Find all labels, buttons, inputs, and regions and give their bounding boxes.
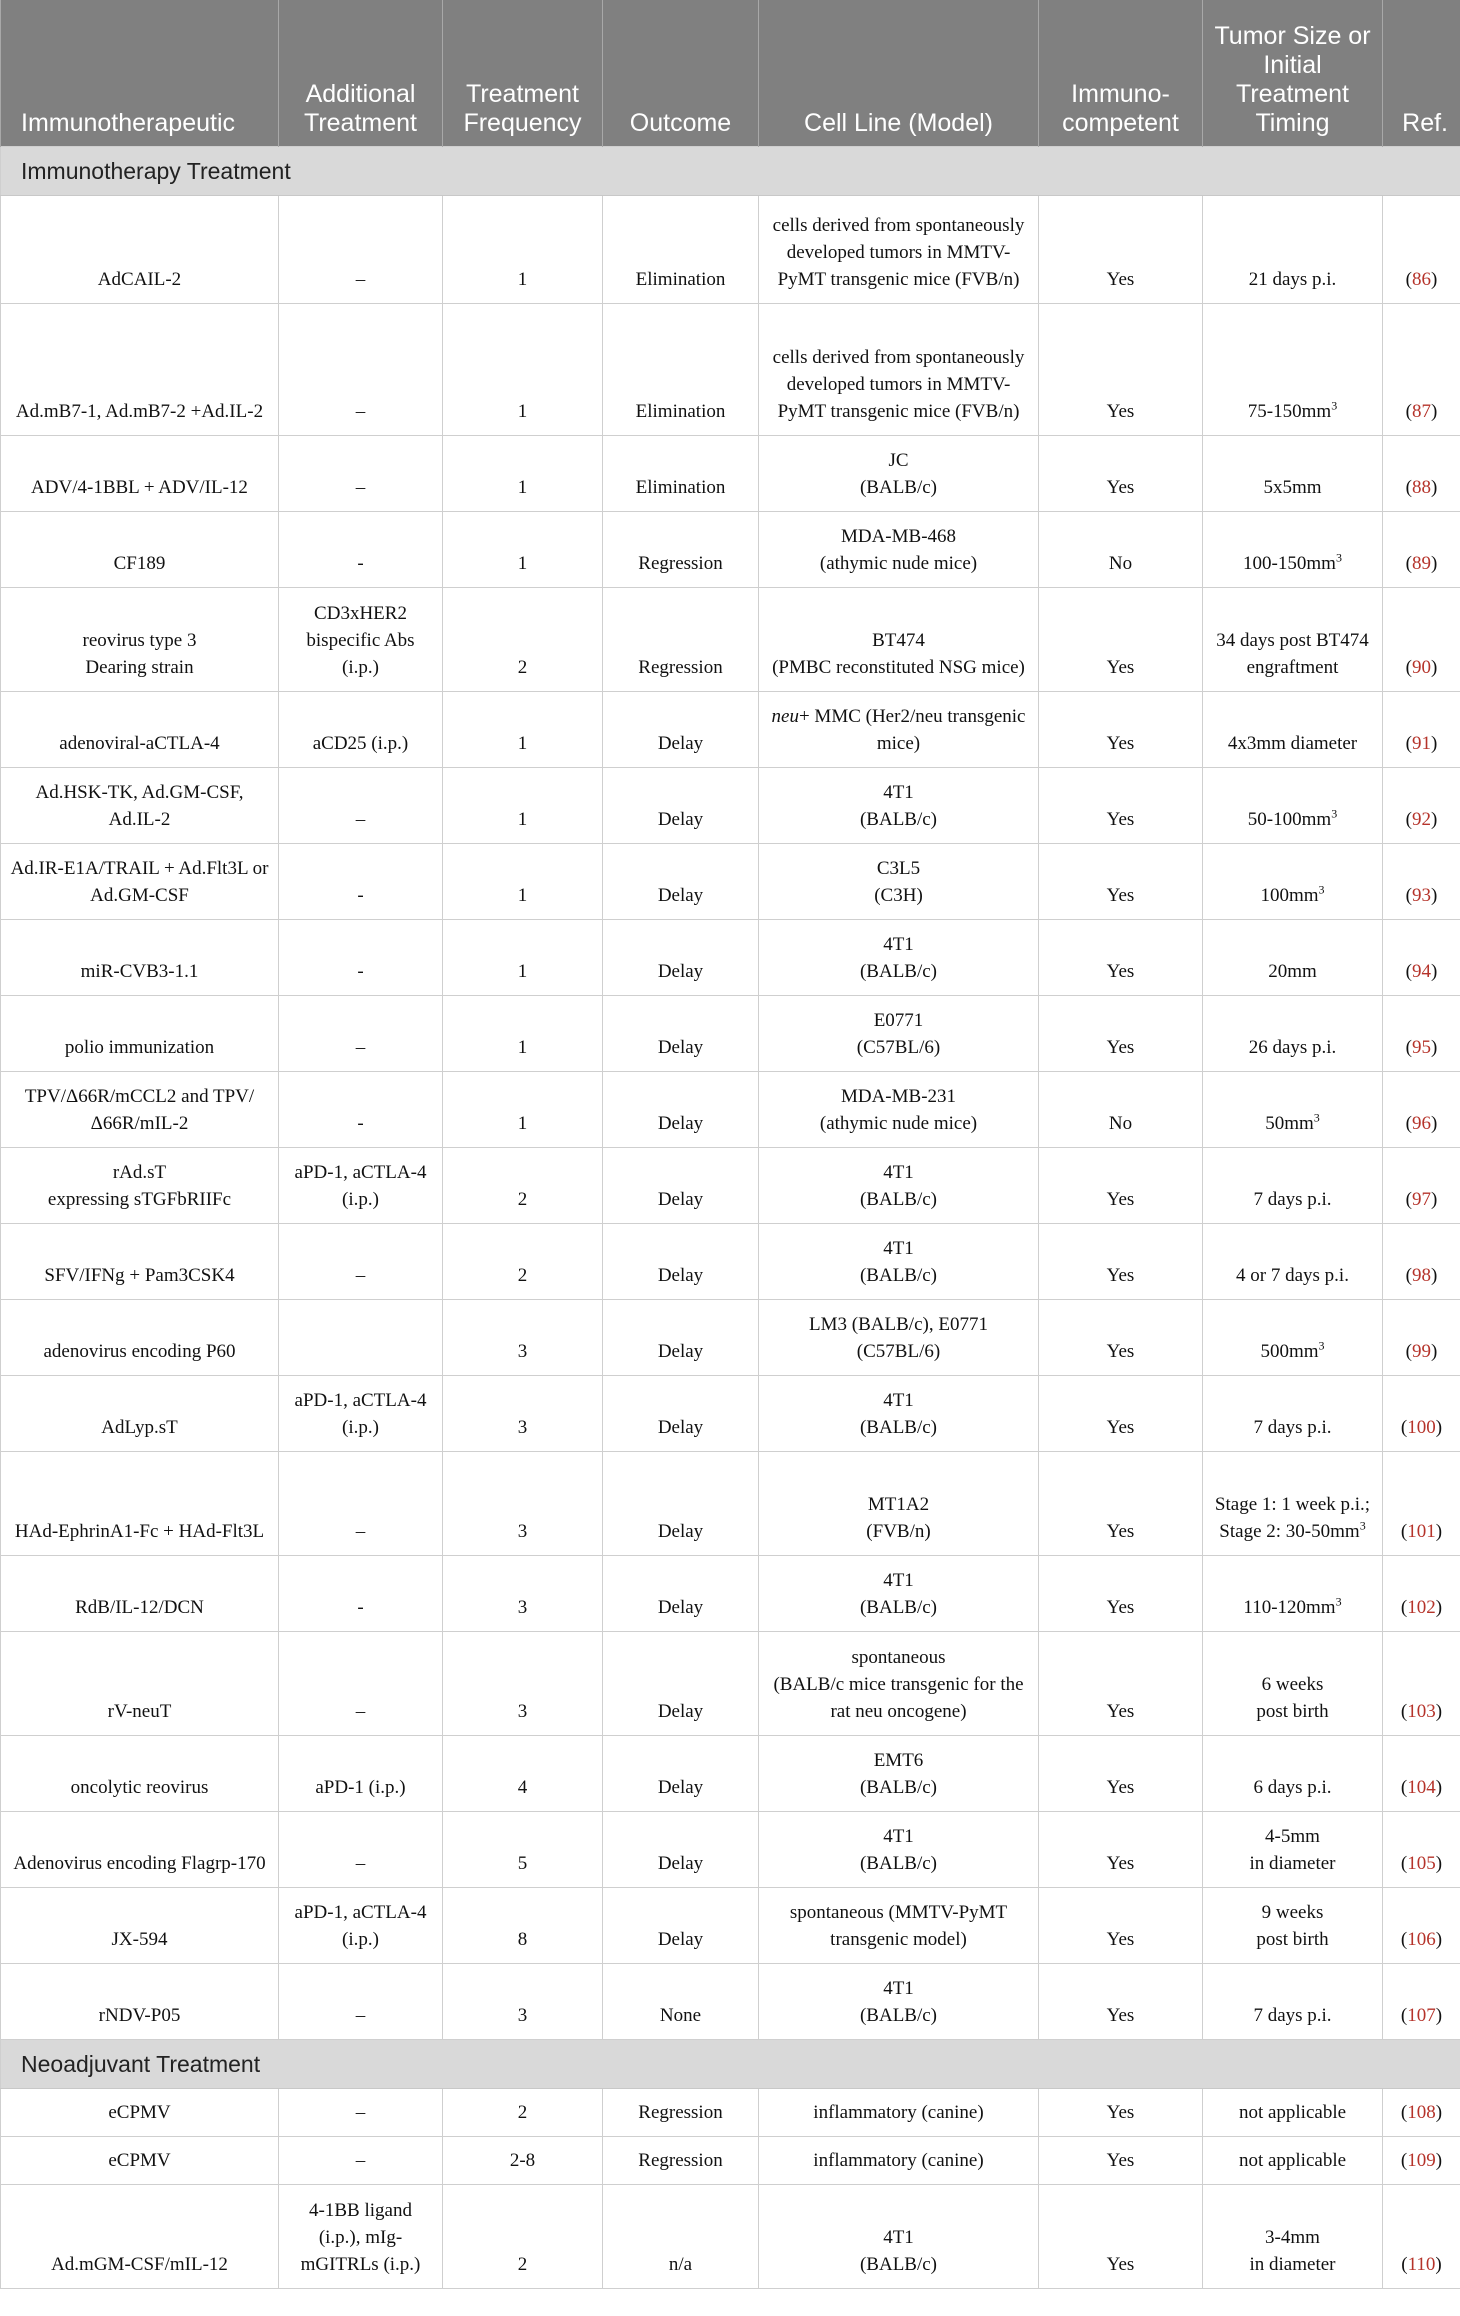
cell-outcome: Regression <box>603 512 759 588</box>
cell-immunocompetent: Yes <box>1039 588 1203 692</box>
cell-immunocompetent: Yes <box>1039 1452 1203 1556</box>
cell-ref: (104) <box>1383 1736 1460 1812</box>
cell-outcome: Delay <box>603 1888 759 1964</box>
cell-immunocompetent: Yes <box>1039 768 1203 844</box>
cell-immunotherapeutic: adenoviral-aCTLA-4 <box>1 692 279 768</box>
cell-tumor-size: 7 days p.i. <box>1203 1376 1383 1452</box>
cell-outcome: Elimination <box>603 196 759 304</box>
cell-immunocompetent: No <box>1039 1072 1203 1148</box>
cell-additional-treatment: – <box>279 2137 443 2185</box>
cell-additional-treatment: 4-1BB ligand (i.p.), mIg-mGITRLs (i.p.) <box>279 2185 443 2289</box>
table-body <box>1 147 1460 2289</box>
cell-outcome: n/a <box>603 2185 759 2289</box>
cell-cell-line: LM3 (BALB/c), E0771 (C57BL/6) <box>759 1300 1039 1376</box>
cell-treatment-frequency: 4 <box>443 1736 603 1812</box>
table-row <box>1 1556 1460 1632</box>
table-row <box>1 1300 1460 1376</box>
cell-ref: (90) <box>1383 588 1460 692</box>
table-row <box>1 2137 1460 2185</box>
cell-immunocompetent: Yes <box>1039 996 1203 1072</box>
cell-outcome: Delay <box>603 1300 759 1376</box>
cell-treatment-frequency: 1 <box>443 1072 603 1148</box>
cell-ref: (102) <box>1383 1556 1460 1632</box>
cell-immunocompetent: Yes <box>1039 1300 1203 1376</box>
cell-cell-line: spontaneous (BALB/c mice transgenic for the rat neu oncogene) <box>759 1632 1039 1736</box>
cell-outcome: Delay <box>603 1452 759 1556</box>
table-row <box>1 1224 1460 1300</box>
cell-immunotherapeutic: CF189 <box>1 512 279 588</box>
table-row <box>1 1072 1460 1148</box>
cell-additional-treatment: – <box>279 996 443 1072</box>
cell-additional-treatment: - <box>279 844 443 920</box>
cell-immunotherapeutic: eCPMV <box>1 2089 279 2137</box>
cell-ref: (98) <box>1383 1224 1460 1300</box>
cell-additional-treatment: - <box>279 1072 443 1148</box>
table-row <box>1 1376 1460 1452</box>
cell-immunotherapeutic: Ad.mGM-CSF/mIL-12 <box>1 2185 279 2289</box>
cell-immunocompetent: Yes <box>1039 1888 1203 1964</box>
cell-ref: (87) <box>1383 304 1460 436</box>
cell-outcome: Elimination <box>603 436 759 512</box>
cell-ref: (105) <box>1383 1812 1460 1888</box>
cell-immunotherapeutic: polio immunization <box>1 996 279 1072</box>
cell-tumor-size: $110-120mm^3$ <box>1203 1556 1383 1632</box>
table-row <box>1 1632 1460 1736</box>
cell-ref: (101) <box>1383 1452 1460 1556</box>
cell-outcome: Delay <box>603 844 759 920</box>
cell-outcome: Elimination <box>603 304 759 436</box>
cell-immunocompetent: Yes <box>1039 436 1203 512</box>
cell-cell-line: cells derived from spontaneously developed tumors in MMTV-PyMT transgenic mice (FVB/n) <box>759 304 1039 436</box>
section-title: Neoadjuvant Treatment <box>1 2040 1460 2089</box>
table-row <box>1 768 1460 844</box>
cell-outcome: Delay <box>603 768 759 844</box>
cell-outcome: Regression <box>603 588 759 692</box>
cell-tumor-size: not applicable <box>1203 2089 1383 2137</box>
cell-additional-treatment: – <box>279 768 443 844</box>
cell-additional-treatment: – <box>279 1224 443 1300</box>
table-row <box>1 1964 1460 2040</box>
cell-immunotherapeutic: eCPMV <box>1 2137 279 2185</box>
header-outcome: Outcome <box>603 0 759 147</box>
cell-additional-treatment: - <box>279 920 443 996</box>
cell-outcome: None <box>603 1964 759 2040</box>
cell-additional-treatment: – <box>279 1812 443 1888</box>
cell-immunocompetent: No <box>1039 512 1203 588</box>
cell-tumor-size: $75-150mm^3$ <box>1203 304 1383 436</box>
cell-tumor-size: $100mm^3$ <box>1203 844 1383 920</box>
header-additional-treatment: Additional Treatment <box>279 0 443 147</box>
cell-cell-line: MT1A2 (FVB/n) <box>759 1452 1039 1556</box>
cell-cell-line: inflammatory (canine) <box>759 2137 1039 2185</box>
cell-cell-line: BT474 (PMBC reconstituted NSG mice) <box>759 588 1039 692</box>
cell-ref: (99) <box>1383 1300 1460 1376</box>
cell-immunotherapeutic: rAd.sT expressing sTGFbRIIFc <box>1 1148 279 1224</box>
cell-ref: (86) <box>1383 196 1460 304</box>
cell-immunocompetent: Yes <box>1039 1632 1203 1736</box>
cell-additional-treatment: - <box>279 512 443 588</box>
table-row <box>1 1452 1460 1556</box>
cell-immunocompetent: Yes <box>1039 2185 1203 2289</box>
cell-tumor-size: 20mm <box>1203 920 1383 996</box>
cell-treatment-frequency: 3 <box>443 1452 603 1556</box>
cell-outcome: Delay <box>603 1556 759 1632</box>
cell-immunotherapeutic: Ad.mB7-1, Ad.mB7-2 +Ad.IL-2 <box>1 304 279 436</box>
cell-ref: (89) <box>1383 512 1460 588</box>
cell-cell-line: E0771 (C57BL/6) <box>759 996 1039 1072</box>
cell-ref: (95) <box>1383 996 1460 1072</box>
cell-treatment-frequency: 1 <box>443 196 603 304</box>
cell-immunotherapeutic: rV-neuT <box>1 1632 279 1736</box>
table-row <box>1 692 1460 768</box>
cell-treatment-frequency: 1 <box>443 768 603 844</box>
cell-additional-treatment: aPD-1, aCTLA-4 (i.p.) <box>279 1376 443 1452</box>
cell-treatment-frequency: 2 <box>443 2185 603 2289</box>
cell-tumor-size: $100-150mm^3$ <box>1203 512 1383 588</box>
cell-tumor-size: 4x3mm diameter <box>1203 692 1383 768</box>
cell-ref: (103) <box>1383 1632 1460 1736</box>
cell-tumor-size: 6 days p.i. <box>1203 1736 1383 1812</box>
cell-treatment-frequency: 3 <box>443 1376 603 1452</box>
cell-cell-line: cells derived from spontaneously developed tumors in MMTV-PyMT transgenic mice (FVB/n) <box>759 196 1039 304</box>
cell-outcome: Delay <box>603 920 759 996</box>
cell-cell-line: C3L5 (C3H) <box>759 844 1039 920</box>
table-row <box>1 2185 1460 2289</box>
cell-tumor-size: 9 weeks post birth <box>1203 1888 1383 1964</box>
cell-ref: (96) <box>1383 1072 1460 1148</box>
cell-ref: (106) <box>1383 1888 1460 1964</box>
cell-immunotherapeutic: AdCAIL-2 <box>1 196 279 304</box>
cell-tumor-size: 6 weeks post birth <box>1203 1632 1383 1736</box>
cell-treatment-frequency: 1 <box>443 920 603 996</box>
cell-treatment-frequency: 1 <box>443 512 603 588</box>
cell-treatment-frequency: 2-8 <box>443 2137 603 2185</box>
cell-ref: (97) <box>1383 1148 1460 1224</box>
cell-additional-treatment: – <box>279 1964 443 2040</box>
cell-tumor-size: 5x5mm <box>1203 436 1383 512</box>
cell-additional-treatment: aPD-1 (i.p.) <box>279 1736 443 1812</box>
header-ref: Ref. <box>1383 0 1460 147</box>
cell-treatment-frequency: 3 <box>443 1300 603 1376</box>
cell-immunocompetent: Yes <box>1039 2089 1203 2137</box>
header-treatment-frequency: Treatment Frequency <box>443 0 603 147</box>
cell-tumor-size: 34 days post BT474 engraftment <box>1203 588 1383 692</box>
cell-additional-treatment: – <box>279 304 443 436</box>
table-row <box>1 1736 1460 1812</box>
cell-immunocompetent: Yes <box>1039 1376 1203 1452</box>
cell-tumor-size: 3-4mm in diameter <box>1203 2185 1383 2289</box>
cell-treatment-frequency: 1 <box>443 692 603 768</box>
cell-outcome: Delay <box>603 1148 759 1224</box>
cell-ref: (100) <box>1383 1376 1460 1452</box>
cell-cell-line: 4T1 (BALB/c) <box>759 1376 1039 1452</box>
table-row <box>1 2089 1460 2137</box>
cell-immunotherapeutic: Ad.IR-E1A/TRAIL + Ad.Flt3L or Ad.GM-CSF <box>1 844 279 920</box>
cell-immunotherapeutic: SFV/IFNg + Pam3CSK4 <box>1 1224 279 1300</box>
cell-cell-line: spontaneous (MMTV-PyMT transgenic model) <box>759 1888 1039 1964</box>
cell-additional-treatment: aPD-1, aCTLA-4 (i.p.) <box>279 1888 443 1964</box>
table-row <box>1 996 1460 1072</box>
table-row <box>1 1148 1460 1224</box>
cell-immunotherapeutic: rNDV-P05 <box>1 1964 279 2040</box>
cell-tumor-size: 4 or 7 days p.i. <box>1203 1224 1383 1300</box>
cell-ref: (110) <box>1383 2185 1460 2289</box>
table-row <box>1 920 1460 996</box>
cell-additional-treatment: aCD25 (i.p.) <box>279 692 443 768</box>
cell-ref: (94) <box>1383 920 1460 996</box>
cell-ref: (92) <box>1383 768 1460 844</box>
cell-immunotherapeutic: Adenovirus encoding Flagrp-170 <box>1 1812 279 1888</box>
cell-cell-line: EMT6 (BALB/c) <box>759 1736 1039 1812</box>
cell-outcome: Delay <box>603 1812 759 1888</box>
cell-immunocompetent: Yes <box>1039 2137 1203 2185</box>
cell-immunotherapeutic: Ad.HSK-TK, Ad.GM-CSF, Ad.IL-2 <box>1 768 279 844</box>
cell-treatment-frequency: 3 <box>443 1556 603 1632</box>
cell-immunotherapeutic: RdB/IL-12/DCN <box>1 1556 279 1632</box>
cell-cell-line: 4T1 (BALB/c) <box>759 1224 1039 1300</box>
cell-tumor-size: $50-100mm^3$ <box>1203 768 1383 844</box>
table-row <box>1 512 1460 588</box>
cell-immunotherapeutic: HAd-EphrinA1-Fc + HAd-Flt3L <box>1 1452 279 1556</box>
cell-tumor-size: not applicable <box>1203 2137 1383 2185</box>
section-title: Immunotherapy Treatment <box>1 147 1460 196</box>
cell-immunotherapeutic: TPV/Δ66R/mCCL2 and TPV/Δ66R/mIL-2 <box>1 1072 279 1148</box>
cell-treatment-frequency: 2 <box>443 588 603 692</box>
cell-treatment-frequency: 5 <box>443 1812 603 1888</box>
cell-ref: (109) <box>1383 2137 1460 2185</box>
cell-immunotherapeutic: adenovirus encoding P60 <box>1 1300 279 1376</box>
cell-immunocompetent: Yes <box>1039 1556 1203 1632</box>
cell-tumor-size: $500mm^3$ <box>1203 1300 1383 1376</box>
cell-cell-line: 4T1 (BALB/c) <box>759 1812 1039 1888</box>
cell-additional-treatment: – <box>279 1452 443 1556</box>
cell-immunocompetent: Yes <box>1039 1964 1203 2040</box>
cell-outcome: Delay <box>603 996 759 1072</box>
cell-cell-line: 4T1 (BALB/c) <box>759 920 1039 996</box>
cell-additional-treatment: CD3xHER2 bispecific Abs (i.p.) <box>279 588 443 692</box>
cell-immunocompetent: Yes <box>1039 304 1203 436</box>
cell-treatment-frequency: 3 <box>443 1632 603 1736</box>
cell-additional-treatment <box>279 1300 443 1376</box>
cell-tumor-size: 4-5mm in diameter <box>1203 1812 1383 1888</box>
cell-treatment-frequency: 1 <box>443 436 603 512</box>
cell-tumor-size: 21 days p.i. <box>1203 196 1383 304</box>
cell-immunocompetent: Yes <box>1039 692 1203 768</box>
section-header-row <box>1 2040 1460 2089</box>
cell-treatment-frequency: 2 <box>443 1224 603 1300</box>
table-row <box>1 304 1460 436</box>
cell-treatment-frequency: 8 <box>443 1888 603 1964</box>
cell-immunocompetent: Yes <box>1039 1736 1203 1812</box>
table-row <box>1 844 1460 920</box>
cell-tumor-size: 26 days p.i. <box>1203 996 1383 1072</box>
cell-immunotherapeutic: oncolytic reovirus <box>1 1736 279 1812</box>
cell-immunocompetent: Yes <box>1039 196 1203 304</box>
cell-tumor-size: 7 days p.i. <box>1203 1148 1383 1224</box>
table-row <box>1 1812 1460 1888</box>
cell-immunocompetent: Yes <box>1039 1224 1203 1300</box>
cell-cell-line: MDA-MB-468 (athymic nude mice) <box>759 512 1039 588</box>
cell-outcome: Delay <box>603 1224 759 1300</box>
cell-tumor-size: Stage 1: 1 week p.i.; Stage 2: $30-50mm^3$ <box>1203 1452 1383 1556</box>
cell-additional-treatment: aPD-1, aCTLA-4 (i.p.) <box>279 1148 443 1224</box>
cell-treatment-frequency: 1 <box>443 304 603 436</box>
table-row <box>1 196 1460 304</box>
cell-ref: (93) <box>1383 844 1460 920</box>
header-tumor-size: Tumor Size or Initial Treatment Timing <box>1203 0 1383 147</box>
header-immunocompetent: Immuno-competent <box>1039 0 1203 147</box>
cell-additional-treatment: – <box>279 1632 443 1736</box>
table-row <box>1 436 1460 512</box>
cell-immunotherapeutic: JX-594 <box>1 1888 279 1964</box>
cell-cell-line: JC (BALB/c) <box>759 436 1039 512</box>
header-cell-line: Cell Line (Model) <box>759 0 1039 147</box>
cell-immunocompetent: Yes <box>1039 1148 1203 1224</box>
table-row <box>1 588 1460 692</box>
cell-treatment-frequency: 2 <box>443 1148 603 1224</box>
cell-additional-treatment: – <box>279 196 443 304</box>
cell-cell-line: 4T1 (BALB/c) <box>759 768 1039 844</box>
cell-treatment-frequency: 1 <box>443 844 603 920</box>
cell-treatment-frequency: 1 <box>443 996 603 1072</box>
cell-cell-line: MDA-MB-231 (athymic nude mice) <box>759 1072 1039 1148</box>
cell-additional-treatment: - <box>279 1556 443 1632</box>
cell-outcome: Delay <box>603 1736 759 1812</box>
cell-cell-line: 4T1 (BALB/c) <box>759 2185 1039 2289</box>
cell-additional-treatment: – <box>279 436 443 512</box>
cell-immunocompetent: Yes <box>1039 920 1203 996</box>
cell-cell-line: 4T1 (BALB/c) <box>759 1556 1039 1632</box>
cell-cell-line: 4T1 (BALB/c) <box>759 1148 1039 1224</box>
cell-outcome: Regression <box>603 2089 759 2137</box>
header-row <box>1 0 1460 147</box>
cell-outcome: Delay <box>603 1072 759 1148</box>
table-row <box>1 1888 1460 1964</box>
section-header-row <box>1 147 1460 196</box>
cell-additional-treatment: – <box>279 2089 443 2137</box>
cell-immunotherapeutic: AdLyp.sT <box>1 1376 279 1452</box>
cell-immunocompetent: Yes <box>1039 844 1203 920</box>
cell-ref: (88) <box>1383 436 1460 512</box>
cell-tumor-size: 7 days p.i. <box>1203 1964 1383 2040</box>
cell-ref: (108) <box>1383 2089 1460 2137</box>
cell-ref: (107) <box>1383 1964 1460 2040</box>
cell-tumor-size: $50mm^3$ <box>1203 1072 1383 1148</box>
cell-outcome: Delay <box>603 1376 759 1452</box>
cell-ref: (91) <box>1383 692 1460 768</box>
cell-outcome: Regression <box>603 2137 759 2185</box>
header-immunotherapeutic: Immunotherapeutic <box>1 0 279 147</box>
cell-cell-line: 4T1 (BALB/c) <box>759 1964 1039 2040</box>
cell-outcome: Delay <box>603 1632 759 1736</box>
cell-immunotherapeutic: ADV/4-1BBL + ADV/IL-12 <box>1 436 279 512</box>
cell-cell-line: neu+ MMC (Her2/neu transgenic mice) <box>759 692 1039 768</box>
cell-cell-line: inflammatory (canine) <box>759 2089 1039 2137</box>
cell-outcome: Delay <box>603 692 759 768</box>
cell-immunotherapeutic: reovirus type 3 Dearing strain <box>1 588 279 692</box>
cell-treatment-frequency: 3 <box>443 1964 603 2040</box>
cell-treatment-frequency: 2 <box>443 2089 603 2137</box>
cell-immunocompetent: Yes <box>1039 1812 1203 1888</box>
cell-immunotherapeutic: miR-CVB3-1.1 <box>1 920 279 996</box>
